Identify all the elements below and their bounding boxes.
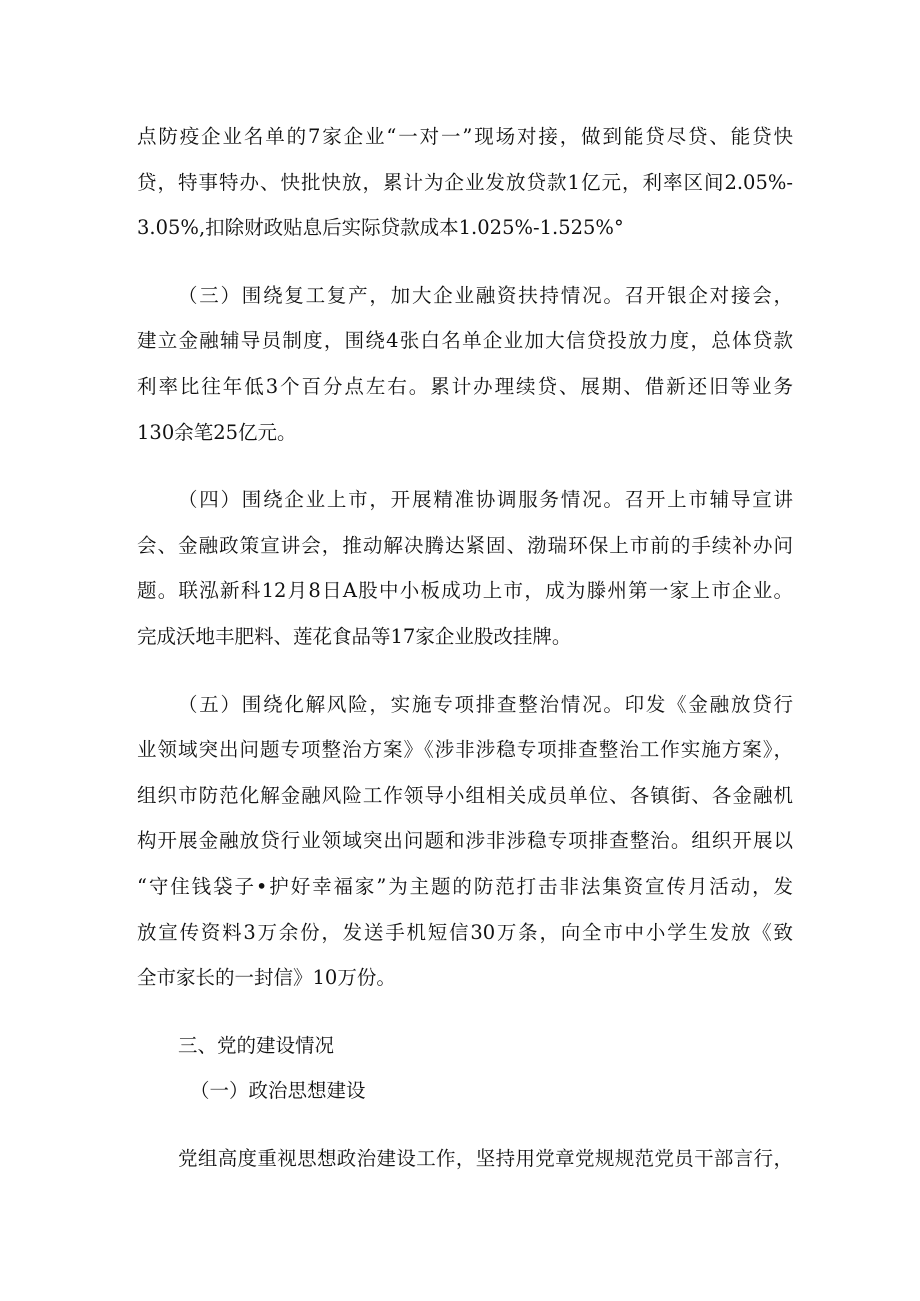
paragraph (137, 273, 793, 455)
text-line: 构开展金融放贷行业领域突出问题和涉非涉稳专项排查整治。组织开展以 (137, 829, 793, 853)
text-line: （三）围绕复工复产，加大企业融资扶持情况。召开银企对接会， (178, 283, 793, 307)
text-line: 130余笔25亿元。 (137, 420, 297, 444)
text-line: 组织市防范化解金融风险工作领导小组相关成员单位、各镇街、各金融机 (137, 783, 793, 807)
text-line: （一）政治思想建设 (190, 1079, 366, 1103)
text-line: 会、金融政策宣讲会，推动解决腾达紧固、渤瑞环保上市前的手续补办问 (137, 533, 793, 557)
text-line: 利率比往年低3个百分点左右。累计办理续贷、展期、借新还旧等业务 (137, 374, 793, 398)
text-line: 贷，特事特办、快批快放，累计为企业发放贷款1亿元，利率区间2.05%- (137, 170, 793, 194)
text-line: 3.05%,扣除财政贴息后实际贷款成本1.025%-1.525%° (137, 216, 624, 240)
paragraph (137, 477, 793, 659)
document-page (137, 114, 793, 1203)
paragraph (137, 682, 793, 1001)
paragraph (137, 1136, 793, 1182)
text-line: 放宣传资料3万余份，发送手机短信30万条，向全市中小学生发放《致 (137, 920, 793, 944)
text-line: 建立金融辅导员制度，围绕4张白名单企业加大信贷投放力度，总体贷款 (137, 329, 793, 353)
text-line: 题。联泓新科12月8日A股中小板成功上市，成为滕州第一家上市企业。 (137, 579, 793, 603)
text-line: 完成沃地丰肥料、莲花食品等17家企业股改挂牌。 (137, 624, 572, 648)
text-line: 点防疫企业名单的7家企业“一对一”现场对接，做到能贷尽贷、能贷快 (137, 125, 793, 148)
section-heading (137, 1068, 793, 1114)
text-line: 党组高度重视思想政治建设工作，坚持用党章党规规范党员干部言行， (178, 1146, 793, 1170)
text-line: 业领域突出问题专项整治方案》《涉非涉稳专项排查整治工作实施方案》， (137, 738, 793, 762)
text-line: “守住钱袋子•护好幸福家”为主题的防范打击非法集资宣传月活动，发 (137, 874, 793, 898)
section-heading (137, 1023, 793, 1069)
text-line: 三、党的建设情况 (178, 1033, 335, 1057)
text-line: （五）围绕化解风险，实施专项排查整治情况。印发《金融放贷行 (178, 692, 793, 716)
text-line: 全市家长的一封信》10万份。 (137, 966, 396, 990)
text-line: （四）围绕企业上市，开展精准协调服务情况。召开上市辅导宣讲 (178, 488, 793, 512)
paragraph (137, 114, 793, 251)
